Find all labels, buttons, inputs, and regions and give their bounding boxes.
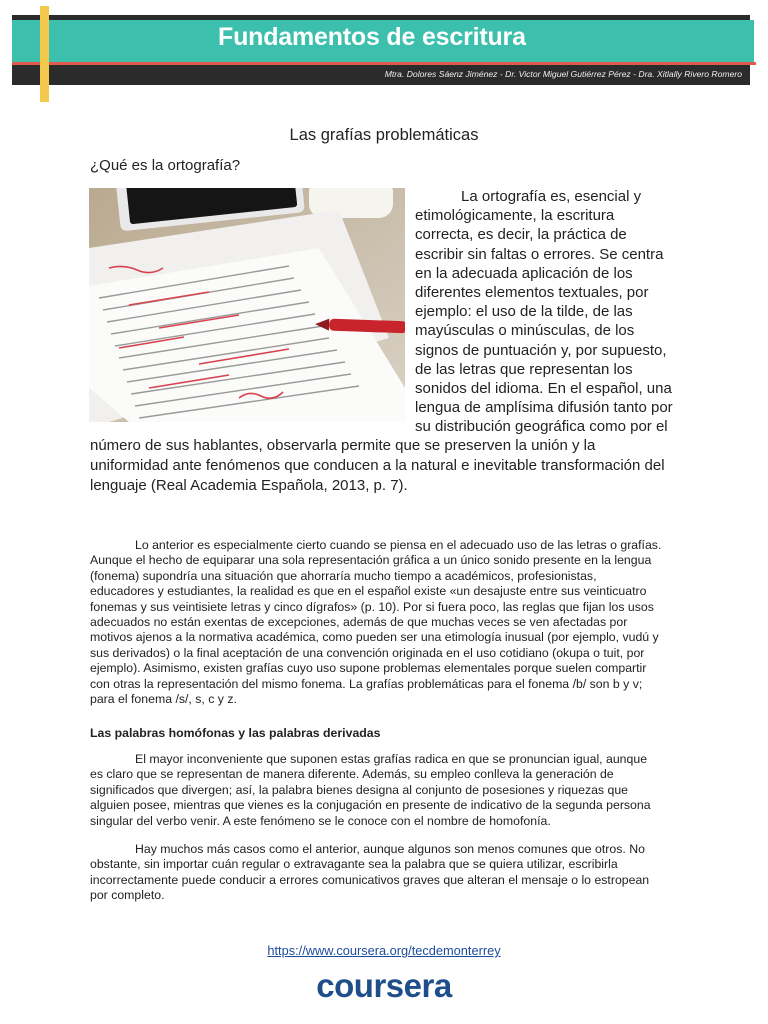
text-line: lenguaje (Real Academia Española, 2013, p. 7). <box>90 477 408 494</box>
text-line: fonemas y sus veintisiete letras y cinco dígrafos» (p. 10). Por si fuera poco, las reglas que fijan los usos <box>90 599 654 614</box>
text-line: uniformidad ante fenómenos que conducen a la natural e inevitable transformación del <box>90 457 665 474</box>
coursera-logo-text: coursera <box>316 967 452 1004</box>
text-line: correcta, es decir, la práctica de <box>415 226 627 244</box>
text-line: su distribución geográfica como por el <box>415 418 668 436</box>
coursera-logo <box>0 966 768 1011</box>
text-line: escribir sin faltas o errores. Se centra <box>415 245 664 263</box>
text-line: diferentes elementos textuales, por <box>415 284 649 302</box>
text-line: (fonema) supondría una situación que ahorraría mucho tiempo a académicos, profesionistas, <box>90 568 597 583</box>
text-line: ejemplo). Asimismo, existen grafías cuyo uso supone problemas elementales porque suelen compartir <box>90 661 647 676</box>
intro-paragraph-full <box>90 436 680 496</box>
text-line: educadores y estudiantes, la realidad es que en el español existe «un desajuste entre sus veinticuatro <box>90 584 647 599</box>
paragraph-homofonas <box>90 752 682 829</box>
paragraph-grafias <box>90 538 682 707</box>
coursera-link[interactable]: https://www.coursera.org/tecdemonterrey <box>267 943 501 958</box>
text-line: Hay muchos más casos como el anterior, aunque algunos son menos comunes que otros. No <box>135 842 645 856</box>
document-title: Las grafías problemáticas <box>289 126 479 144</box>
paragraph-casos <box>90 842 682 904</box>
text-line: por completo. <box>90 888 165 903</box>
text-line: obstante, sin importar cuán regular o extravagante sea la palabra que se quiera utilizar, escribirla <box>90 857 618 872</box>
text-line: incorrectamente puede conducir a errores comunicativos graves que alteran el mensaje o lo estropean <box>90 872 650 887</box>
section-subheading: Las palabras homófonas y las palabras derivadas <box>90 726 381 740</box>
text-line: lengua de amplísima difusión tanto por <box>415 399 673 417</box>
section-question: ¿Qué es la ortografía? <box>90 157 241 174</box>
text-line: mayúsculas o minúsculas, de los <box>415 322 635 340</box>
text-line: de las letras que representan los <box>415 360 633 378</box>
text-line: alguien posee, mientras que vienes es la conjugación en presente de indicativo de la segunda persona <box>90 798 651 813</box>
text-line: La ortografía es, esencial y <box>461 188 642 205</box>
course-authors: Mtra. Dolores Sáenz Jiménez - Dr. Victor Miguel Gutiérrez Pérez - Dra. Xitlally Rivero Romero <box>384 69 742 79</box>
text-line: Aunque el hecho de equiparar una sola representación gráfica a un único sonido presente en la lengua <box>90 553 652 568</box>
text-line: ejemplo: el uso de la tilde, de las <box>415 303 633 321</box>
proofreading-photo <box>89 188 405 422</box>
text-line: motivos ajenos a la normativa académica, como pueden ser una etimología inusual (por ejemplo, vudú y <box>90 630 659 645</box>
text-line: adecuados no están exentas de excepciones, además de que muchas veces se ven afectadas por <box>90 615 628 630</box>
text-line: Lo anterior es especialmente cierto cuando se piensa en el adecuado uso de las letras o grafías. <box>135 538 662 552</box>
text-line: El mayor inconveniente que suponen estas grafías radica en que se pronuncian igual, aunque <box>135 752 648 766</box>
text-line: singular del verbo venir. A este fenómeno se le conoce con el nombre de homofonía. <box>90 813 551 828</box>
text-line: es claro que se representan de manera diferente. Además, su empleo conlleva la generación de <box>90 767 614 782</box>
text-line: sonidos del idioma. En el español, una <box>415 380 672 398</box>
text-line: etimológicamente, la escritura <box>415 207 615 225</box>
text-line: sus derivados) o la final aceptación de una convención originada en el uso cotidiano (okupa o tuit, por <box>90 645 645 660</box>
text-line: con otras la representación del mismo fonema. La grafías problemáticas para el fonema /b/ son b y v; <box>90 676 643 691</box>
text-line: signos de puntuación y, por supuesto, <box>415 341 667 359</box>
header-yellow-accent <box>40 6 49 102</box>
text-line: en la adecuada aplicación de los <box>415 264 633 282</box>
text-line: para el fonema /s/, s, c y z. <box>90 692 237 707</box>
intro-paragraph-wrapped <box>415 187 683 437</box>
text-line: significados que divergen; así, la palabra bienes designa al conjunto de posesiones y riquezas que <box>90 782 629 797</box>
text-line: número de sus hablantes, observarla permite que se preserven la unión y la <box>90 437 596 454</box>
course-title: Fundamentos de escritura <box>218 23 526 51</box>
